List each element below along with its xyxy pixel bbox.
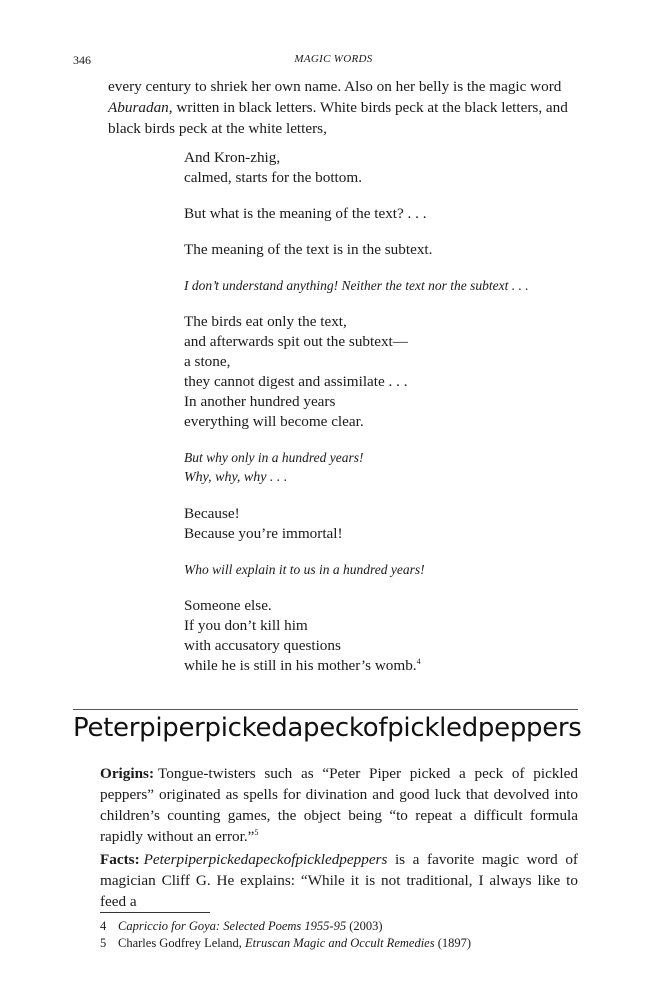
poem-line-text: a stone, [184, 353, 231, 370]
intro-text-part1: every century to shriek her own name. Also on her belly is the magic word [108, 78, 562, 95]
running-head: MAGIC WORDS [294, 53, 373, 65]
poem-line-text: But why only in a hundred years! [184, 450, 364, 465]
origins-footnote-ref: 5 [254, 827, 259, 837]
poem-line-text: If you don’t kill him [184, 617, 308, 634]
facts-paragraph [100, 849, 578, 912]
poem-line-text: The birds eat only the text, [184, 313, 347, 330]
poem-line-text: with accusatory questions [184, 637, 341, 654]
poem-line-text: And Kron-zhig, [184, 149, 281, 166]
intro-text-part2: , written in black letters. White birds peck at the black letters, and black birds peck at the white letters, [108, 99, 568, 137]
page-number: 346 [73, 53, 91, 67]
facts-magic-word: Peterpiperpickedapeckofpickledpeppers [143, 851, 388, 868]
poem-line-text: In another hundred years [184, 393, 336, 410]
poem-line [184, 412, 584, 432]
poem-line [184, 148, 584, 168]
poem-line-text: Because you’re immortal! [184, 525, 343, 542]
footnotes [100, 918, 471, 952]
poem-line-text: Someone else. [184, 597, 272, 614]
poem-stanza [184, 148, 584, 188]
poem-stanza [184, 312, 584, 432]
poem-line-text: Why, why, why . . . [184, 470, 288, 485]
poem-line [184, 392, 584, 412]
poem-stanza [184, 504, 584, 544]
poem-stanza [184, 204, 584, 224]
poem-line [184, 468, 584, 488]
poem-line [184, 636, 584, 656]
intro-magic-word: Aburadan [108, 99, 169, 116]
poem-line-text: calmed, starts for the bottom. [184, 169, 362, 186]
poem-line [184, 240, 584, 260]
poem-line-text: they cannot digest and assimilate . . . [184, 373, 408, 390]
intro-paragraph [108, 76, 578, 139]
section-heading: Peterpiperpickedapeckofpickledpeppers [73, 713, 582, 743]
poem-stanza [184, 240, 584, 260]
footnote-number: 4 [100, 919, 107, 933]
poem-line [184, 656, 584, 676]
poem-line [184, 372, 584, 392]
poem-stanza [184, 596, 584, 676]
poem-line [184, 448, 584, 468]
footnote-title: Etruscan Magic and Occult Remedies [245, 936, 435, 950]
poem-footnote-ref: 4 [416, 656, 421, 666]
poem-line [184, 524, 584, 544]
poem-line [184, 332, 584, 352]
origins-text: Tongue-twisters such as “Peter Piper picked a peck of pickled peppers” originated as spells for divination and good luck that devolved into children’s counting games, the object being “to repeat a difficult formula rapidly without an error.” [100, 765, 578, 845]
poem-line [184, 504, 584, 524]
footnote-4 [100, 918, 471, 935]
footnote-rule [100, 912, 210, 913]
poem-line [184, 616, 584, 636]
origins-label: Origins: [100, 765, 155, 782]
poem [184, 148, 584, 692]
facts-label: Facts: [100, 851, 140, 868]
footnote-year: (1897) [434, 936, 472, 950]
poem-line-text: But what is the meaning of the text? . . . [184, 205, 427, 222]
poem-line-text: Who will explain it to us in a hundred years! [184, 562, 425, 577]
section-rule [73, 709, 578, 710]
footnote-author: Charles Godfrey Leland, [118, 936, 246, 950]
poem-line [184, 204, 584, 224]
poem-line-text: Because! [184, 505, 240, 522]
footnote-number: 5 [100, 936, 107, 950]
facts-text: is a favorite magic word of magician Cliff G. He explains: “While it is not traditional, I always like to feed a [100, 851, 578, 910]
poem-line [184, 596, 584, 616]
poem-line-text: I don’t understand anything! Neither the text nor the subtext . . . [184, 278, 529, 293]
poem-line-text: The meaning of the text is in the subtext. [184, 241, 433, 258]
poem-line-text: everything will become clear. [184, 413, 364, 430]
poem-line [184, 276, 584, 296]
origins-paragraph [100, 763, 578, 847]
poem-line [184, 168, 584, 188]
footnote-year: (2003) [346, 919, 383, 933]
poem-line-text: while he is still in his mother’s womb. [184, 657, 417, 674]
poem-stanza [184, 448, 584, 488]
footnote-title: Capriccio for Goya: Selected Poems 1955-95 [118, 919, 347, 933]
poem-stanza [184, 276, 584, 296]
poem-stanza [184, 560, 584, 580]
poem-line-text: and afterwards spit out the subtext— [184, 333, 408, 350]
poem-line [184, 312, 584, 332]
poem-line [184, 560, 584, 580]
poem-line [184, 352, 584, 372]
footnote-5 [100, 935, 471, 952]
